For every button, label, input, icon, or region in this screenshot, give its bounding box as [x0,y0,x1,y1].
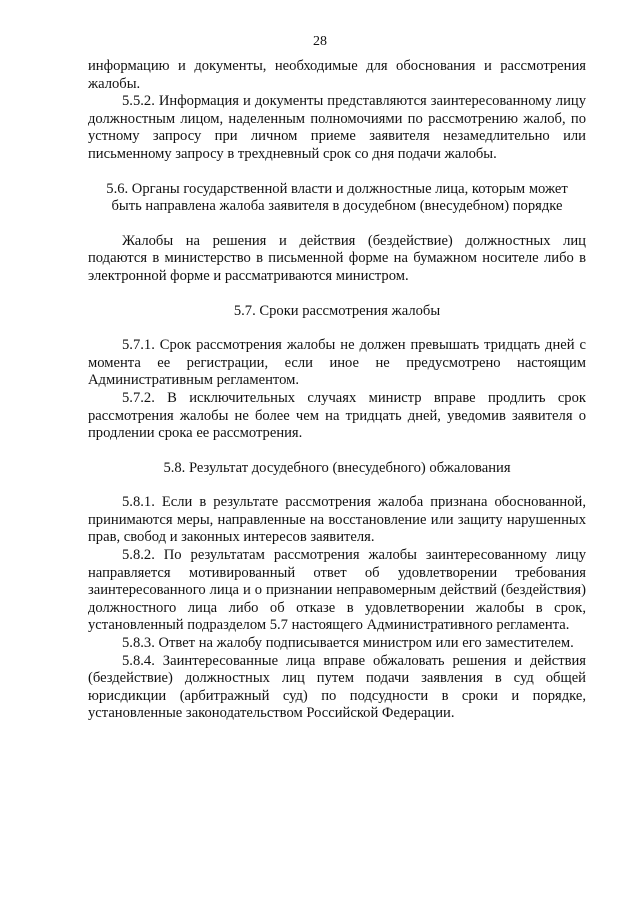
paragraph-5-8-3: 5.8.3. Ответ на жалобу подписывается министром или его заместителем. [122,635,574,652]
paragraph-5-8-2: 5.8.2. По результатам рассмотрения жалобы заинтересованному лицу направляется мотивированный ответ об удовлетворении требования заинтересованного лица и о признании неправомерным действий (бездействия) должностного лица либо об отказе в удовлетворении жалобы в срок, установленный подразделом 5.7 настоящего Административного регламента. [88,547,586,634]
paragraph-5-7-1: 5.7.1. Срок рассмотрения жалобы не должен превышать тридцать дней с момента ее регистрации, если иное не предусмотрено настоящим Административным регламентом. [88,337,586,389]
heading-5-7: 5.7. Сроки рассмотрения жалобы [233,302,441,319]
paragraph-5-5-2: 5.5.2. Информация и документы представляются заинтересованному лицу должностным лицом, наделенным полномочиями по рассмотрению жалоб, по устному запросу при личном приеме заявителя незамедлительно или письменному запросу в трехдневный срок со дня подачи жалобы. [88,93,586,162]
document-body [88,58,586,723]
paragraph-5-6: Жалобы на решения и действия (бездействие) должностных лиц подаются в министерство в письменной форме на бумажном носителе либо в электронной форме и рассматриваются министром. [88,232,586,284]
heading-5-6-line-1: 5.6. Органы государственной власти и должностные лица, которым может [106,180,568,197]
paragraph-intro: информацию и документы, необходимые для обоснования и рассмотрения жалобы. [88,58,586,92]
heading-5-6-line-2: быть направлена жалоба заявителя в досудебном (внесудебном) порядке [111,198,563,215]
paragraph-5-8-4: 5.8.4. Заинтересованные лица вправе обжаловать решения и действия (бездействие) должностных лиц путем подачи заявления в суд общей юрисдикции (арбитражный суд) по подсудности в сроки и порядке, установленные законодательством Российской Федерации. [88,652,586,722]
paragraph-5-8-1: 5.8.1. Если в результате рассмотрения жалоба признана обоснованной, принимаются меры, направленные на восстановление или защиту нарушенных прав, свобод и законных интересов заявителя. [88,494,586,546]
heading-5-8: 5.8. Результат досудебного (внесудебного) обжалования [163,459,511,476]
page-number: 28 [313,34,327,49]
paragraph-5-7-2: 5.7.2. В исключительных случаях министр вправе продлить срок рассмотрения жалобы не более чем на тридцать дней, уведомив заявителя о продлении срока ее рассмотрения. [88,389,586,442]
